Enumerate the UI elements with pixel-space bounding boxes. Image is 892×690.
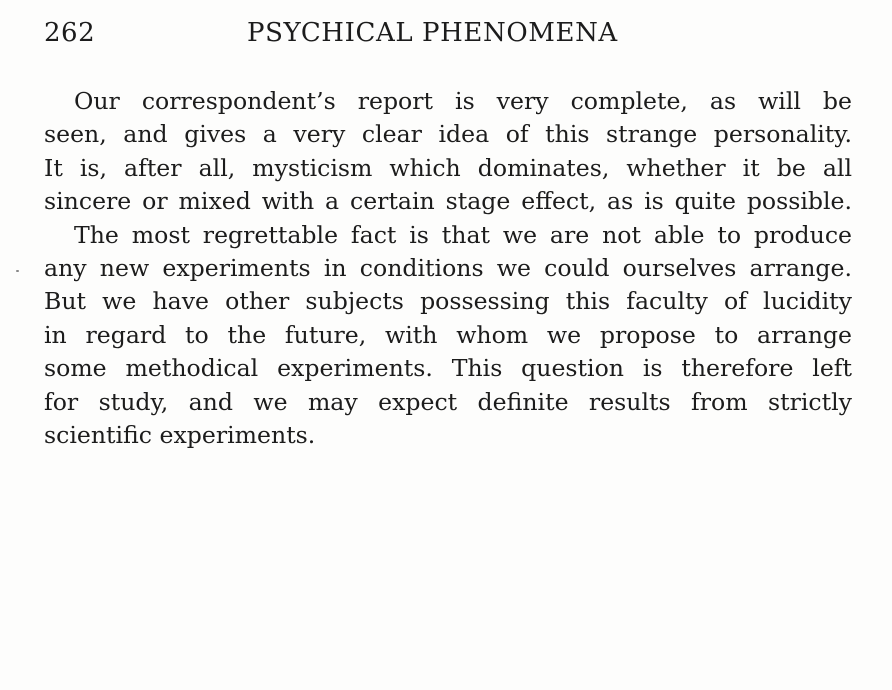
text-line: sincere or mixed with a certain stage effect, as is quite possible. [44, 187, 852, 216]
text-line: for study, and we may expect definite results from strictly [44, 387, 852, 416]
page-number: 262 [44, 18, 96, 48]
running-title: PSYCHICAL PHENOMENA [247, 18, 618, 48]
text-line: scientific experiments. [44, 420, 316, 449]
text-line: in regard to the future, with whom we propose to arrange [44, 320, 852, 349]
paragraph-1 [44, 85, 852, 219]
text-line: Our correspondent’s report is very complete, as will be [74, 87, 852, 115]
text-line: seen, and gives a very clear idea of this strange personality. [44, 120, 852, 149]
print-speck [16, 270, 19, 272]
body-text [44, 85, 852, 452]
text-line: But we have other subjects possessing this faculty of lucidity [44, 287, 852, 316]
text-line: The most regrettable fact is that we are not able to produce [74, 220, 852, 249]
text-line: some methodical experiments. This question is therefore left [44, 354, 852, 383]
text-line: any new experiments in conditions we could ourselves arrange. [44, 253, 852, 282]
paragraph-2 [44, 219, 852, 453]
text-line: It is, after all, mysticism which dominates, whether it be all [44, 153, 852, 182]
